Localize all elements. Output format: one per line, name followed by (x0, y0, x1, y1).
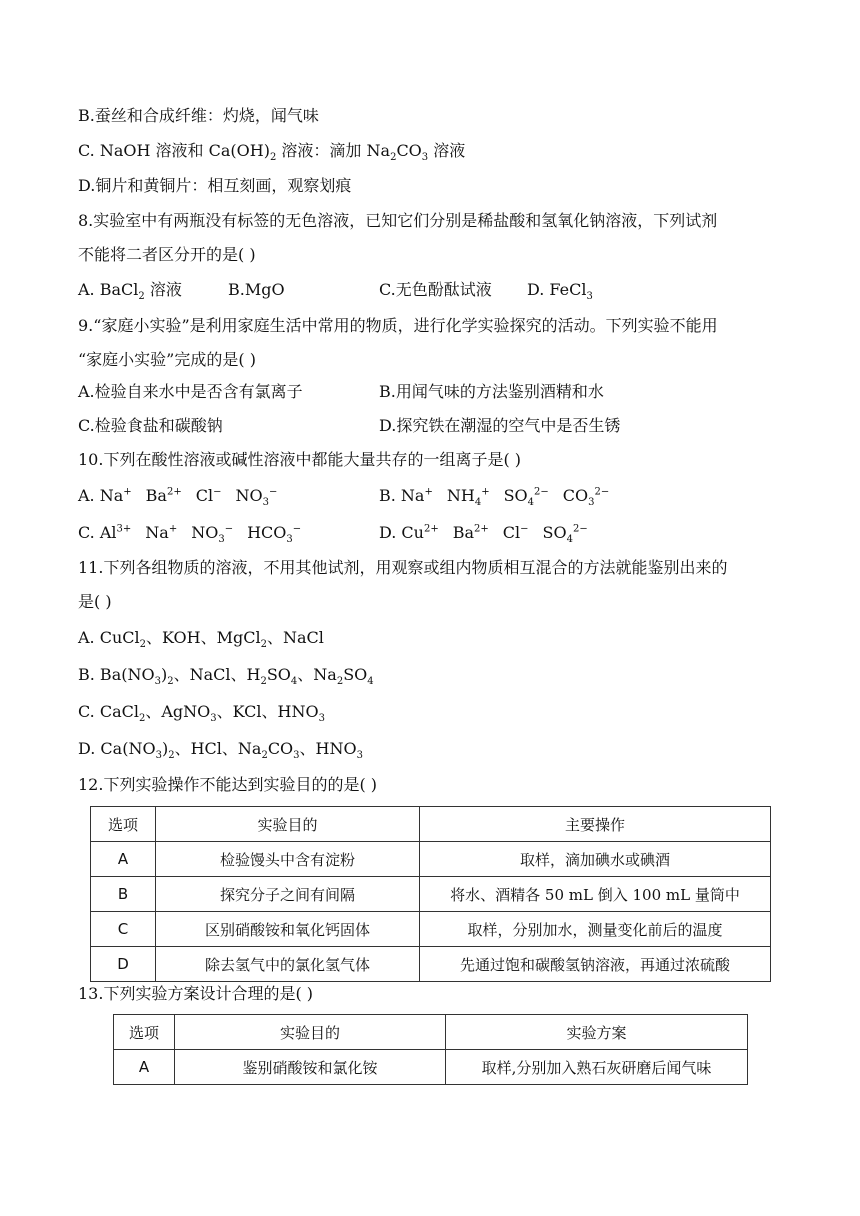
q7-c-sub2: 2 (390, 152, 397, 164)
table-header-cell: 选项 (114, 1015, 175, 1050)
q8-d-sub: 3 (586, 291, 593, 303)
q10-option-b: B. Na+ $NH_4^+$ $SO_4^{2-}$ $CO_3^{2-}$ (379, 486, 610, 509)
q13-stem: 13.下列实验方案设计合理的是( ) (78, 984, 314, 1003)
table-cell: 鉴别硝酸铵和氯化铵 (175, 1050, 446, 1085)
table-cell: C (91, 912, 156, 947)
q7-c-sub1: 2 (269, 152, 277, 164)
table-cell: A (91, 842, 156, 877)
q9-stem-line2: “家庭小实验”完成的是( ) (78, 350, 256, 369)
table-header-cell: 实验目的 (156, 807, 420, 842)
q8-stem-line1: 8.实验室中有两瓶没有标签的无色溶液，已知它们分别是稀盐酸和氢氧化钠溶液，下列试剂 (78, 211, 718, 230)
q11-option-d: D. $Ca(NO_3)_2$、HCl、$Na_2CO_3$、$HNO_3$ (78, 739, 363, 762)
q11-option-b: B. $Ba(NO_3)_2$、NaCl、$H_2SO_4$、$Na_2SO_4$ (78, 665, 374, 688)
q9-option-c: C.检验食盐和碳酸钠 (78, 416, 223, 435)
table-header-cell: 实验目的 (175, 1015, 446, 1050)
q7-option-c (78, 140, 465, 162)
table-cell: 检验馒头中含有淀粉 (156, 842, 420, 877)
table-header-row (91, 807, 771, 842)
table-header-cell: 选项 (91, 807, 156, 842)
table-row (91, 912, 771, 947)
q8-option-c: C.无色酚酞试液 (379, 280, 492, 299)
table-cell: 探究分子之间有间隔 (156, 877, 420, 912)
q13-table (113, 1014, 748, 1085)
q8-a-text: A. BaCl (78, 280, 139, 299)
q10-stem: 10.下列在酸性溶液或碱性溶液中都能大量共存的一组离子是( ) (78, 450, 522, 469)
q8-stem-line2: 不能将二者区分开的是( ) (78, 245, 256, 264)
q7-c-text3: CO (396, 141, 422, 160)
q7-c-text1: C. NaOH 溶液和 Ca(OH) (78, 141, 270, 160)
q7-c-text4: 溶液 (428, 141, 466, 160)
table-cell: 取样，滴加碘水或碘酒 (420, 842, 771, 877)
q7-option-b: B.蚕丝和合成纤维：灼烧，闻气味 (78, 106, 319, 125)
q8-option-a (78, 279, 182, 301)
table-row (114, 1050, 748, 1085)
table-cell: D (91, 947, 156, 982)
table-cell: 先通过饱和碳酸氢钠溶液，再通过浓硫酸 (420, 947, 771, 982)
q7-c-sub3: 3 (421, 152, 429, 164)
q10-option-c: C. $Al^{3+}$ Na+ $NO_3^-$ $HCO_3^-$ (78, 523, 302, 546)
q9-stem-line1: 9.“家庭小实验”是利用家庭生活中常用的物质，进行化学实验探究的活动。下列实验不能用 (78, 316, 718, 335)
q8-a-text2: 溶液 (144, 280, 182, 299)
table-cell: 取样，分别加水，测量变化前后的温度 (420, 912, 771, 947)
table-header-row (114, 1015, 748, 1050)
q7-option-d: D.铜片和黄铜片：相互刻画，观察划痕 (78, 176, 352, 195)
q11-option-c: C. CaCl$_2$、AgNO$_3$、KCl、$HNO_3$ (78, 702, 325, 725)
q8-a-sub: 2 (138, 291, 145, 303)
q9-option-b: B.用闻气味的方法鉴别酒精和水 (379, 382, 604, 401)
table-row (91, 877, 771, 912)
q12-table (90, 806, 771, 982)
table-row (91, 842, 771, 877)
table-header-cell: 主要操作 (420, 807, 771, 842)
q11-stem-line1: 11.下列各组物质的溶液，不用其他试剂，用观察或组内物质相互混合的方法就能鉴别出来的 (78, 558, 728, 577)
table-cell: 除去氢气中的氯化氢气体 (156, 947, 420, 982)
q11-option-a: A. CuCl$_2$、KOH、MgCl$_2$、NaCl (78, 628, 324, 651)
table-header-cell: 实验方案 (446, 1015, 748, 1050)
q10-option-d: D. $Cu^{2+}$ $Ba^{2+}$ Cl− $SO_4^{2-}$ (379, 523, 588, 546)
q8-option-b: B.MgO (228, 280, 285, 299)
table-row (91, 947, 771, 982)
q7-c-text2: 溶液：滴加 Na (276, 141, 391, 160)
q9-option-a: A.检验自来水中是否含有氯离子 (78, 382, 303, 401)
q10-option-a: A. Na+ $Ba^{2+}$ Cl− $NO_3^-$ (78, 486, 278, 509)
q8-option-d (527, 279, 593, 301)
q11-stem-line2: 是( ) (78, 592, 112, 611)
q12-stem: 12.下列实验操作不能达到实验目的的是( ) (78, 775, 378, 794)
table-cell: 区别硝酸铵和氧化钙固体 (156, 912, 420, 947)
table-cell: A (114, 1050, 175, 1085)
table-cell: 取样,分别加入熟石灰研磨后闻气味 (446, 1050, 748, 1085)
table-cell: B (91, 877, 156, 912)
q9-option-d: D.探究铁在潮湿的空气中是否生锈 (379, 416, 621, 435)
q8-d-text: D. FeCl (527, 280, 587, 299)
table-cell: 将水、酒精各 50 mL 倒入 100 mL 量筒中 (420, 877, 771, 912)
